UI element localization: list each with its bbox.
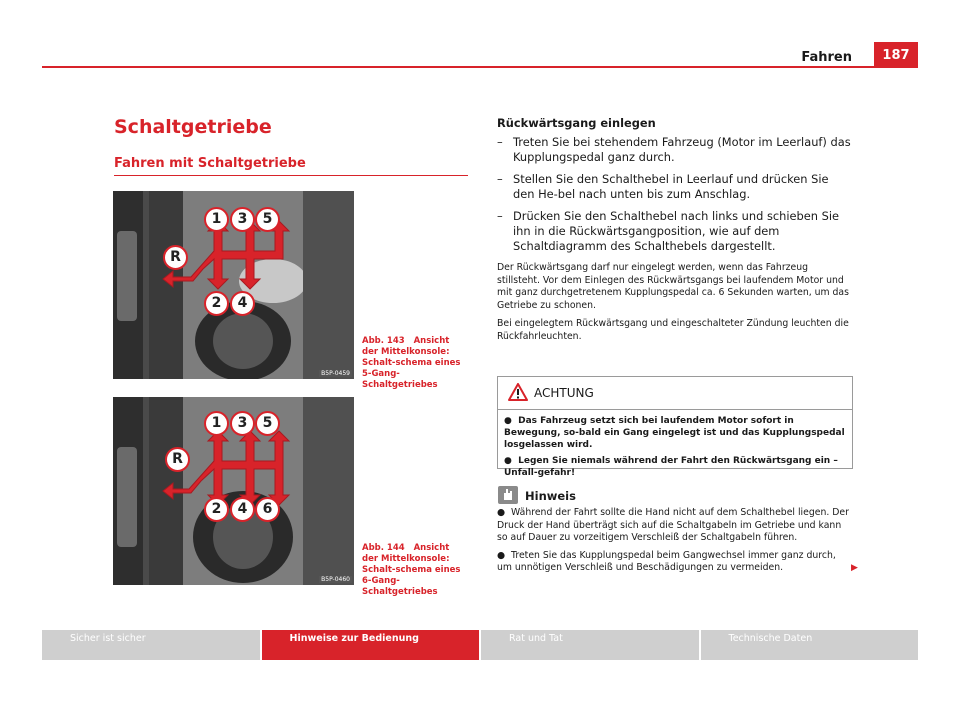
figure-5-gear bbox=[113, 191, 354, 379]
warning-item: ● Das Fahrzeug setzt sich bei laufendem Motor sofort in Bewegung, so-bald ein Gang eingelegt ist und das Kupplungspedal losgelassen wird. bbox=[504, 416, 845, 450]
warning-triangle-icon bbox=[508, 383, 528, 401]
subtitle-rule bbox=[114, 175, 468, 176]
caption-number: Abb. 144 bbox=[362, 543, 405, 553]
step-text: Treten Sie bei stehendem Fahrzeug (Motor im Leerlauf) das Kupplungspedal ganz durch. bbox=[513, 135, 851, 164]
footer-tab-bedienung[interactable]: Hinweise zur Bedienung bbox=[262, 630, 480, 660]
gear-r-label: R bbox=[165, 447, 190, 472]
warning-item-text: Das Fahrzeug setzt sich bei laufendem Motor sofort in Bewegung, so-bald ein Gang eingelegt ist und das Kupplungspedal losgelassen wird. bbox=[504, 416, 845, 450]
warning-body bbox=[498, 410, 852, 479]
gear-1-label: 1 bbox=[204, 207, 229, 232]
footer-tab-technik[interactable]: Technische Daten bbox=[701, 630, 919, 660]
figure-code: B5P-0460 bbox=[321, 576, 350, 583]
body-paragraph: Bei eingelegtem Rückwärtsgang und eingeschalteter Zündung leuchten die Rückfahrleuchten. bbox=[497, 318, 849, 342]
footer-nav bbox=[42, 630, 918, 660]
chapter-title: Schaltgetriebe bbox=[114, 116, 272, 138]
figure-code: B5P-0459 bbox=[321, 370, 350, 377]
instructions-column bbox=[497, 116, 853, 343]
caption-text: Ansicht der Mittelkonsole: Schalt-schema eines 5-Gang-Schaltgetriebes bbox=[362, 336, 461, 390]
gear-5-label: 5 bbox=[255, 411, 280, 436]
note-hand-icon bbox=[497, 485, 519, 505]
figure-caption bbox=[362, 336, 462, 391]
gear-2-label: 2 bbox=[204, 497, 229, 522]
section-subtitle: Fahren mit Schaltgetriebe bbox=[114, 156, 306, 171]
footer-tab-sicher[interactable]: Sicher ist sicher bbox=[42, 630, 260, 660]
warning-header bbox=[498, 377, 852, 410]
note-item: ● Treten Sie das Kupplungspedal beim Gangwechsel immer ganz durch, um unnötigen Verschleiß und Beschädigungen zu vermeiden. bbox=[497, 549, 836, 573]
warning-item-text: Legen Sie niemals während der Fahrt den Rückwärtsgang ein – Unfall-gefahr! bbox=[504, 456, 838, 478]
note-body bbox=[497, 507, 853, 580]
warning-item: ● Legen Sie niemals während der Fahrt den Rückwärtsgang ein – Unfall-gefahr! bbox=[504, 456, 838, 478]
figure-caption bbox=[362, 543, 462, 598]
note-item-text: Während der Fahrt sollte die Hand nicht auf dem Schalthebel liegen. Der Druck der Hand überträgt sich auf die Schaltgabeln im Getriebe und kann so auf Dauer zu vorzeitigem Verschleiß der Schaltgabeln führen. bbox=[497, 507, 849, 543]
step-item: – Drücken Sie den Schalthebel nach links und schieben Sie ihn in die Rückwärtsgangposition, wie auf dem Schaltdiagramm des Schalthebels dargestellt. bbox=[497, 209, 840, 253]
caption-text: Ansicht der Mittelkonsole: Schalt-schema eines 6-Gang-Schaltgetriebes bbox=[362, 543, 461, 597]
gear-2-label: 2 bbox=[204, 291, 229, 316]
continue-arrow-icon: ▶ bbox=[851, 563, 858, 573]
step-text: Drücken Sie den Schalthebel nach links und schieben Sie ihn in die Rückwärtsgangposition, wie auf dem Schaltdiagramm des Schalthebels dargestellt. bbox=[513, 209, 840, 253]
footer-tab-rat[interactable]: Rat und Tat bbox=[481, 630, 699, 660]
gear-5-label: 5 bbox=[255, 207, 280, 232]
note-title: Hinweis bbox=[525, 489, 576, 503]
instructions-heading: Rückwärtsgang einlegen bbox=[497, 116, 656, 130]
gear-4-label: 4 bbox=[230, 497, 255, 522]
note-item-text: Treten Sie das Kupplungspedal beim Gangwechsel immer ganz durch, um unnötigen Verschleiß und Beschädigungen zu vermeiden. bbox=[497, 549, 836, 573]
step-item: – Treten Sie bei stehendem Fahrzeug (Motor im Leerlauf) das Kupplungspedal ganz durch. bbox=[497, 135, 851, 164]
gear-1-label: 1 bbox=[204, 411, 229, 436]
header-rule bbox=[42, 66, 918, 68]
step-text: Stellen Sie den Schalthebel in Leerlauf und drücken Sie den He-bel nach unten bis zum Anschlag. bbox=[513, 172, 829, 201]
note-item: ● Während der Fahrt sollte die Hand nicht auf dem Schalthebel liegen. Der Druck der Hand überträgt sich auf die Schaltgabeln im Getriebe und kann so auf Dauer zu vorzeitigem Verschleiß der Schaltgabeln führen. bbox=[497, 507, 849, 543]
warning-box bbox=[497, 376, 853, 478]
gear-r-label: R bbox=[163, 245, 188, 270]
gear-4-label: 4 bbox=[230, 291, 255, 316]
gear-3-label: 3 bbox=[230, 411, 255, 436]
page-number: 187 bbox=[874, 42, 918, 68]
caption-number: Abb. 143 bbox=[362, 336, 405, 346]
gear-3-label: 3 bbox=[230, 207, 255, 232]
section-title: Fahren bbox=[801, 50, 852, 65]
gear-6-label: 6 bbox=[255, 497, 280, 522]
warning-title: ACHTUNG bbox=[534, 386, 594, 400]
body-paragraph: Der Rückwärtsgang darf nur eingelegt werden, wenn das Fahrzeug stillsteht. Vor dem Einlegen des Rückwärtsgangs bei laufendem Motor und mit ganz durchgetretenem Kupplungspedal ca. 6 Sekunden warten, um das Getriebe zu schonen. bbox=[497, 262, 849, 311]
figure-6-gear bbox=[113, 397, 354, 585]
step-item: – Stellen Sie den Schalthebel in Leerlauf und drücken Sie den He-bel nach unten bis zum Anschlag. bbox=[497, 172, 829, 201]
